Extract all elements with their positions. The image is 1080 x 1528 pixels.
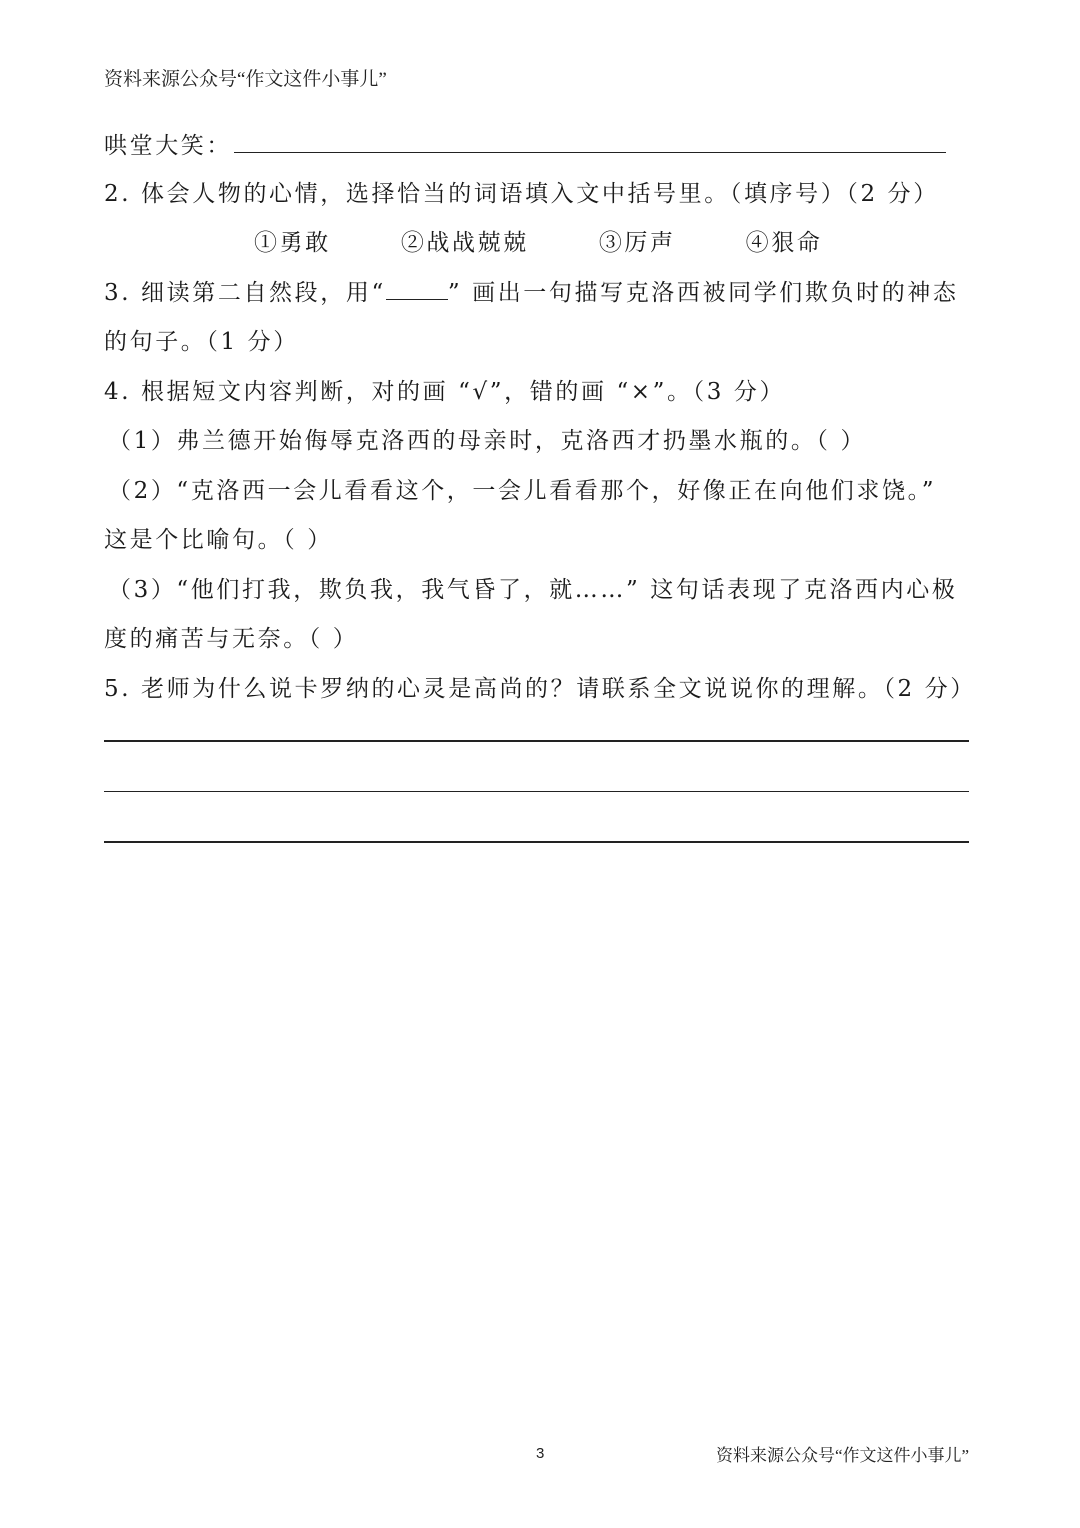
question-5: 5. 老师为什么说卡罗纳的心灵是高尚的？请联系全文说说你的理解。（2 分） xyxy=(104,675,976,702)
question-3-continued: 的句子。（1 分） xyxy=(104,329,299,355)
question-3-part-b: ” 画出一句描写克洛西被同学们欺负时的神态 xyxy=(447,279,959,306)
question-4: 4. 根据短文内容判断，对的画 “√”，错的画 “×”。（3 分） xyxy=(104,378,786,405)
underline-sample xyxy=(386,275,448,300)
answer-blank-long[interactable] xyxy=(234,124,946,153)
question-4-item-1: （1）弗兰德开始侮辱克洛西的母亲时，克洛西才扔墨水瓶的。（ ） xyxy=(108,428,867,454)
question-4-item-2-continued: 这是个比喻句。（ ） xyxy=(104,527,333,553)
option-list xyxy=(104,223,974,273)
page-number: 3 xyxy=(536,1445,545,1462)
header-source-text: 资料来源公众号“作文这件小事儿” xyxy=(104,69,387,90)
answer-line[interactable] xyxy=(104,740,969,742)
answer-line[interactable] xyxy=(104,791,969,793)
option-4: ④狠命 xyxy=(745,230,823,256)
footer-source-text: 资料来源公众号“作文这件小事儿” xyxy=(716,1446,970,1465)
option-1: ①勇敢 xyxy=(254,230,331,256)
question-2: 2. 体会人物的心情，选择恰当的词语填入文中括号里。（填序号）（2 分） xyxy=(104,180,939,207)
word-label: 哄堂大笑： xyxy=(104,133,232,159)
question-4-item-3: （3）“他们打我，欺负我，我气昏了，就……” 这句话表现了克洛西内心极 xyxy=(108,576,958,603)
question-3 xyxy=(104,273,974,323)
answer-area[interactable] xyxy=(104,740,969,892)
answer-line[interactable] xyxy=(104,841,969,843)
question-3-part-a: 3. 细读第二自然段，用“ xyxy=(104,279,386,306)
word-line-hongtang xyxy=(104,124,974,174)
option-3: ③厉声 xyxy=(598,230,676,256)
question-content xyxy=(104,124,974,718)
option-2: ②战战兢兢 xyxy=(400,230,529,256)
question-4-item-3-continued: 度的痛苦与无奈。（ ） xyxy=(104,626,359,652)
question-4-item-2: （2）“克洛西一会儿看看这个，一会儿看看那个，好像正在向他们求饶。” xyxy=(108,477,937,504)
